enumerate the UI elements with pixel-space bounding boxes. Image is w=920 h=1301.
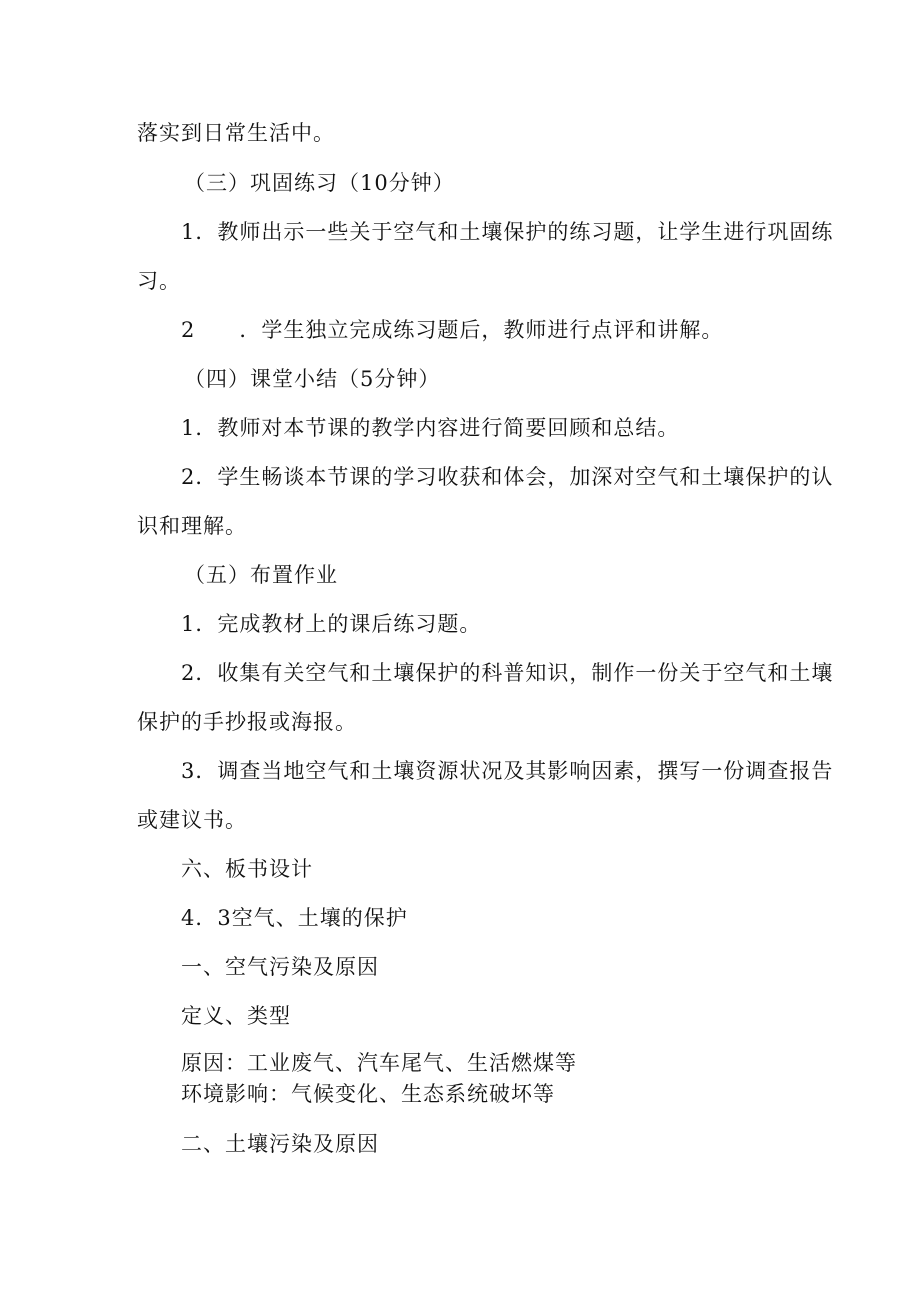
section-heading: （四）课堂小结（5分钟） xyxy=(184,367,441,391)
list-item: 1．完成教材上的课后练习题。 xyxy=(181,612,482,636)
paragraph-line: 落实到日常生活中。 xyxy=(137,121,335,145)
list-item: 1．教师出示一些关于空气和土壤保护的练习题，让学生进行巩固练 xyxy=(181,220,834,244)
list-item: 2 ．学生独立完成练习题后，教师进行点评和讲解。 xyxy=(181,318,724,342)
board-item: 定义、类型 xyxy=(181,1004,291,1028)
section-heading: 六、板书设计 xyxy=(181,857,313,881)
paragraph-line: 保护的手抄报或海报。 xyxy=(137,710,357,734)
board-heading: 一、空气污染及原因 xyxy=(181,955,379,979)
section-heading: （三）巩固练习（10分钟） xyxy=(184,171,455,195)
paragraph-line: 识和理解。 xyxy=(137,514,247,538)
paragraph-line: 或建议书。 xyxy=(137,808,247,832)
list-item: 3．调查当地空气和土壤资源状况及其影响因素，撰写一份调查报告 xyxy=(181,759,834,783)
board-item: 环境影响：气候变化、生态系统破坏等 xyxy=(181,1082,555,1106)
board-item: 原因：工业废气、汽车尾气、生活燃煤等 xyxy=(181,1051,577,1075)
board-heading: 二、土壤污染及原因 xyxy=(181,1132,379,1156)
list-item: 2．学生畅谈本节课的学习收获和体会，加深对空气和土壤保护的认 xyxy=(181,465,834,489)
board-title: 4．3空气、土壤的保护 xyxy=(181,906,408,930)
section-heading: （五）布置作业 xyxy=(184,563,338,587)
list-item: 2．收集有关空气和土壤保护的科普知识，制作一份关于空气和土壤 xyxy=(181,661,834,685)
paragraph-line: 习。 xyxy=(137,269,181,293)
list-item: 1．教师对本节课的教学内容进行简要回顾和总结。 xyxy=(181,416,680,440)
